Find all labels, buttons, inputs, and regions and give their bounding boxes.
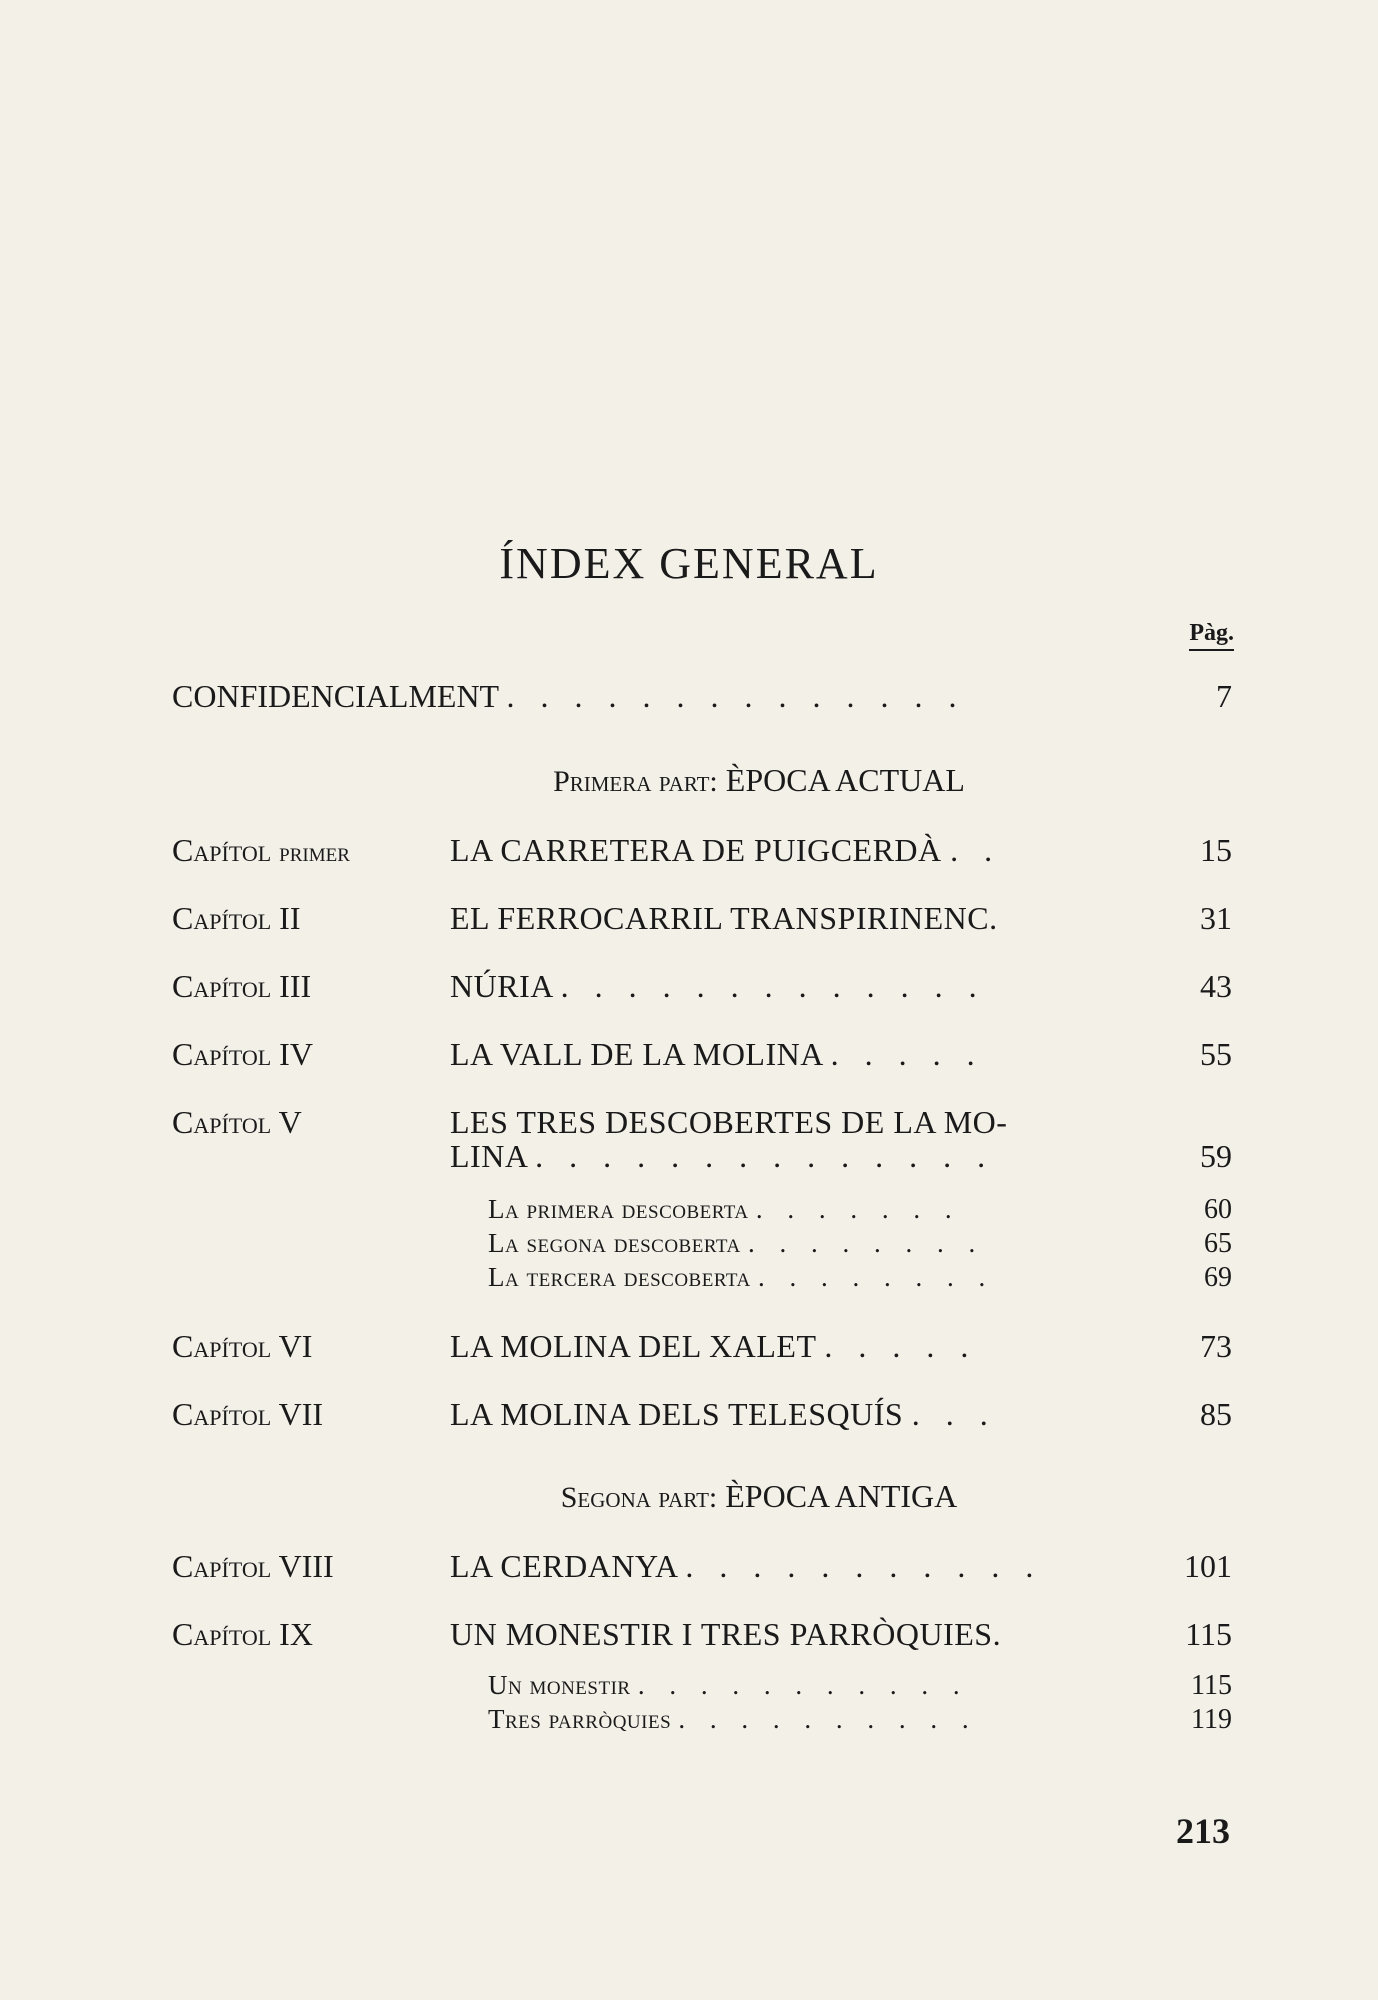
entry-page: 7	[1216, 678, 1232, 714]
chapter-label: Capítol V	[172, 1104, 302, 1140]
entry-page: 115	[1191, 1670, 1232, 1701]
toc-entry	[172, 968, 1232, 1008]
subentry-title: La primera descoberta . . . . . . .	[488, 1194, 961, 1224]
entry-page: 101	[1184, 1548, 1232, 1584]
entry-page: 43	[1200, 968, 1232, 1004]
toc-subentry	[488, 1262, 1232, 1294]
toc-entry-intro	[172, 678, 1232, 718]
chapter-label: Capítol II	[172, 900, 301, 936]
chapter-label: Capítol VIII	[172, 1548, 334, 1584]
page-title: ÍNDEX GENERAL	[499, 539, 879, 588]
part-heading-1: Primera part: ÈPOCA ACTUAL	[553, 762, 965, 798]
toc-entry	[172, 900, 1232, 940]
chapter-label: Capítol IX	[172, 1616, 313, 1652]
chapter-title: LA MOLINA DEL XALET . . . . .	[450, 1328, 978, 1364]
toc-entry	[172, 1548, 1232, 1588]
entry-page: 55	[1200, 1036, 1232, 1072]
subentry-title: La tercera descoberta . . . . . . . .	[488, 1262, 995, 1292]
toc-entry	[172, 1616, 1232, 1656]
toc-entry-continuation	[172, 1138, 1232, 1178]
chapter-label: Capítol IV	[172, 1036, 313, 1072]
entry-page: 69	[1204, 1262, 1232, 1293]
toc-subentry	[488, 1194, 1232, 1226]
chapter-title: LA VALL DE LA MOLINA . . . . .	[450, 1036, 984, 1072]
entry-text: CONFIDENCIALMENT . . . . . . . . . . . . . .	[172, 678, 966, 714]
chapter-title: LES TRES DESCOBERTES DE LA MO-	[450, 1104, 1008, 1140]
entry-page: 73	[1200, 1328, 1232, 1364]
chapter-label: Capítol VI	[172, 1328, 313, 1364]
chapter-title: LA MOLINA DELS TELESQUÍS . . .	[450, 1396, 997, 1432]
subentry-title: Un monestir . . . . . . . . . . .	[488, 1670, 969, 1700]
chapter-title: LA CERDANYA . . . . . . . . . . .	[450, 1548, 1043, 1584]
entry-page: 59	[1200, 1138, 1232, 1174]
entry-page: 65	[1204, 1228, 1232, 1259]
chapter-title: UN MONESTIR I TRES PARRÒQUIES.	[450, 1616, 1002, 1652]
entry-page: 60	[1204, 1194, 1232, 1225]
chapter-title: NÚRIA . . . . . . . . . . . . .	[450, 968, 986, 1004]
chapter-label: Capítol III	[172, 968, 312, 1004]
page-number: 213	[1176, 1811, 1230, 1851]
toc-entry	[172, 1328, 1232, 1368]
entry-page: 31	[1200, 900, 1232, 936]
entry-page: 119	[1191, 1704, 1232, 1735]
subentry-title: La segona descoberta . . . . . . . .	[488, 1228, 985, 1258]
part-heading-2: Segona part: ÈPOCA ANTIGA	[560, 1478, 958, 1514]
toc-entry	[172, 832, 1232, 872]
chapter-label: Capítol primer	[172, 832, 350, 868]
chapter-title: EL FERROCARRIL TRANSPIRINENC.	[450, 900, 998, 936]
toc-entry	[172, 1396, 1232, 1436]
toc-entry	[172, 1036, 1232, 1076]
toc-subentry	[488, 1670, 1232, 1702]
subentry-title: Tres parròquies . . . . . . . . . .	[488, 1704, 978, 1734]
toc-subentry	[488, 1704, 1232, 1736]
chapter-title-cont: LINA . . . . . . . . . . . . . .	[450, 1138, 995, 1174]
entry-page: 115	[1185, 1616, 1232, 1652]
entry-page: 85	[1200, 1396, 1232, 1432]
chapter-label: Capítol VII	[172, 1396, 324, 1432]
entry-page: 15	[1200, 832, 1232, 868]
toc-subentry	[488, 1228, 1232, 1260]
chapter-title: LA CARRETERA DE PUIGCERDÀ . .	[450, 832, 1002, 868]
page-column-label: Pàg.	[1189, 620, 1234, 651]
